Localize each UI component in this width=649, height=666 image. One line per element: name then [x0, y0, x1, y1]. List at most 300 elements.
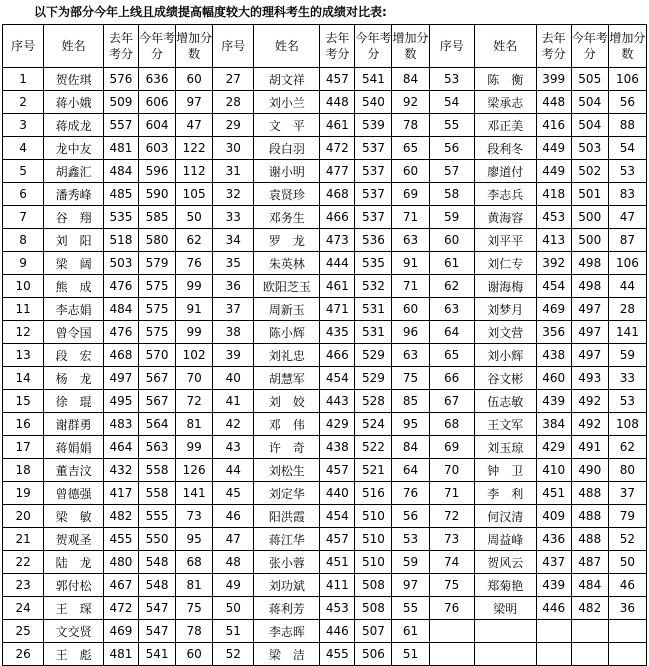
cell-this-score: 567: [138, 367, 175, 390]
cell-this-score: 482: [571, 597, 608, 620]
cell-no: 52: [213, 643, 254, 666]
cell-name: 熊 成: [44, 275, 104, 298]
cell-this-score: 505: [571, 68, 608, 91]
cell-name: 郭付松: [44, 574, 104, 597]
cell-no: 65: [429, 344, 474, 367]
cell-last-score: 468: [103, 344, 138, 367]
cell-name: 文 平: [254, 114, 320, 137]
cell-last-score: 472: [103, 597, 138, 620]
cell-increase: 68: [176, 551, 213, 574]
cell-last-score: 429: [536, 436, 571, 459]
cell-name: 刘仁专: [474, 252, 536, 275]
table-row: [3, 183, 647, 206]
cell-last-score: [536, 643, 571, 666]
cell-this-score: 547: [138, 620, 175, 643]
cell-this-score: 516: [355, 482, 392, 505]
cell-last-score: 413: [536, 229, 571, 252]
cell-this-score: 541: [355, 68, 392, 91]
cell-name: 刘小兰: [254, 91, 320, 114]
cell-increase: 53: [608, 390, 646, 413]
cell-name: 段 宏: [44, 344, 104, 367]
cell-this-score: 537: [355, 206, 392, 229]
cell-name: 谷文彬: [474, 367, 536, 390]
cell-name: 陈 衡: [474, 68, 536, 91]
cell-increase: 72: [176, 390, 213, 413]
cell-no: 75: [429, 574, 474, 597]
cell-no: 56: [429, 137, 474, 160]
cell-this-score: 504: [571, 114, 608, 137]
cell-no: 76: [429, 597, 474, 620]
cell-increase: 84: [392, 436, 429, 459]
cell-this-score: 604: [138, 114, 175, 137]
cell-name: 蒋江华: [254, 528, 320, 551]
cell-no: 15: [3, 390, 44, 413]
cell-no: 41: [213, 390, 254, 413]
score-comparison-table: [2, 24, 647, 666]
cell-increase: 56: [608, 91, 646, 114]
cell-increase: 46: [608, 574, 646, 597]
cell-increase: 78: [176, 620, 213, 643]
table-row: [3, 459, 647, 482]
cell-this-score: 488: [571, 528, 608, 551]
cell-last-score: 454: [320, 505, 355, 528]
cell-no: 51: [213, 620, 254, 643]
cell-increase: 105: [176, 183, 213, 206]
cell-this-score: 579: [138, 252, 175, 275]
cell-this-score: 510: [355, 505, 392, 528]
table-row: [3, 229, 647, 252]
cell-no: 35: [213, 252, 254, 275]
cell-increase: 99: [176, 436, 213, 459]
cell-last-score: 446: [320, 620, 355, 643]
cell-last-score: 356: [536, 321, 571, 344]
cell-no: 8: [3, 229, 44, 252]
cell-name: 周新玉: [254, 298, 320, 321]
cell-name: 刘梦月: [474, 298, 536, 321]
cell-name: 胡鑫汇: [44, 160, 104, 183]
cell-no: 4: [3, 137, 44, 160]
table-row: [3, 114, 647, 137]
cell-name: 刘文营: [474, 321, 536, 344]
cell-increase: 47: [176, 114, 213, 137]
cell-last-score: 481: [103, 643, 138, 666]
header-increase: 增加分数: [608, 25, 646, 68]
cell-no: 45: [213, 482, 254, 505]
cell-last-score: 464: [103, 436, 138, 459]
cell-this-score: 540: [355, 91, 392, 114]
cell-last-score: 435: [320, 321, 355, 344]
cell-name: 欧阳芝玉: [254, 275, 320, 298]
table-row: [3, 551, 647, 574]
header-increase: 增加分数: [392, 25, 429, 68]
cell-last-score: 455: [103, 528, 138, 551]
cell-increase: 76: [392, 482, 429, 505]
header-increase: 增加分数: [176, 25, 213, 68]
cell-last-score: 509: [103, 91, 138, 114]
cell-name: 胡慧军: [254, 367, 320, 390]
cell-this-score: 535: [355, 252, 392, 275]
cell-name: 谷 翔: [44, 206, 104, 229]
cell-this-score: [571, 643, 608, 666]
cell-increase: 95: [176, 528, 213, 551]
cell-this-score: 521: [355, 459, 392, 482]
cell-increase: 52: [608, 528, 646, 551]
cell-no: 63: [429, 298, 474, 321]
cell-last-score: 460: [536, 367, 571, 390]
cell-no: 43: [213, 436, 254, 459]
cell-no: 74: [429, 551, 474, 574]
cell-name: 蒋利芳: [254, 597, 320, 620]
cell-last-score: 473: [320, 229, 355, 252]
cell-this-score: 567: [138, 390, 175, 413]
cell-this-score: 510: [355, 551, 392, 574]
header-last-score: 去年考分: [536, 25, 571, 68]
cell-this-score: 555: [138, 505, 175, 528]
cell-name: 梁 敏: [44, 505, 104, 528]
cell-this-score: 547: [138, 597, 175, 620]
cell-last-score: 457: [320, 68, 355, 91]
cell-this-score: 563: [138, 436, 175, 459]
cell-name: 梁 阔: [44, 252, 104, 275]
cell-increase: 65: [392, 137, 429, 160]
cell-last-score: 439: [536, 390, 571, 413]
cell-name: 刘平平: [474, 229, 536, 252]
table-row: [3, 206, 647, 229]
cell-last-score: 429: [320, 413, 355, 436]
cell-increase: 44: [608, 275, 646, 298]
cell-increase: 51: [392, 643, 429, 666]
header-no: 序号: [429, 25, 474, 68]
cell-increase: 36: [608, 597, 646, 620]
table-row: [3, 482, 647, 505]
cell-no: [429, 620, 474, 643]
cell-increase: 83: [608, 183, 646, 206]
cell-increase: 141: [608, 321, 646, 344]
cell-increase: 62: [176, 229, 213, 252]
cell-last-score: 497: [103, 367, 138, 390]
cell-this-score: 532: [355, 275, 392, 298]
cell-no: 20: [3, 505, 44, 528]
cell-this-score: 488: [571, 482, 608, 505]
cell-increase: 79: [608, 505, 646, 528]
cell-no: 46: [213, 505, 254, 528]
cell-this-score: 493: [571, 367, 608, 390]
cell-last-score: 461: [320, 275, 355, 298]
cell-last-score: 484: [103, 160, 138, 183]
cell-increase: [608, 620, 646, 643]
cell-last-score: 448: [320, 91, 355, 114]
cell-no: 42: [213, 413, 254, 436]
table-row: [3, 620, 647, 643]
cell-increase: 54: [608, 137, 646, 160]
cell-last-score: 535: [103, 206, 138, 229]
cell-name: 陈小辉: [254, 321, 320, 344]
table-row: [3, 298, 647, 321]
cell-increase: 47: [608, 206, 646, 229]
cell-name: 袁贤珍: [254, 183, 320, 206]
cell-this-score: 596: [138, 160, 175, 183]
cell-last-score: 444: [320, 252, 355, 275]
cell-name: 谢群勇: [44, 413, 104, 436]
table-row: [3, 413, 647, 436]
cell-this-score: 503: [571, 137, 608, 160]
cell-name: 曾德强: [44, 482, 104, 505]
cell-increase: 76: [176, 252, 213, 275]
cell-name: 黄海容: [474, 206, 536, 229]
cell-this-score: 500: [571, 206, 608, 229]
cell-name: 郑菊艳: [474, 574, 536, 597]
cell-last-score: 438: [320, 436, 355, 459]
table-row: [3, 252, 647, 275]
cell-no: 17: [3, 436, 44, 459]
cell-increase: 81: [176, 574, 213, 597]
cell-increase: 97: [176, 91, 213, 114]
cell-this-score: 507: [355, 620, 392, 643]
cell-increase: 108: [608, 413, 646, 436]
cell-increase: 62: [608, 436, 646, 459]
cell-last-score: 477: [320, 160, 355, 183]
cell-this-score: 580: [138, 229, 175, 252]
cell-name: 梁 洁: [254, 643, 320, 666]
cell-increase: 50: [608, 551, 646, 574]
cell-increase: 112: [176, 160, 213, 183]
cell-name: 李志娟: [44, 298, 104, 321]
cell-last-score: 392: [536, 252, 571, 275]
cell-last-score: 449: [536, 160, 571, 183]
cell-last-score: 476: [103, 275, 138, 298]
cell-this-score: 502: [571, 160, 608, 183]
cell-this-score: 522: [355, 436, 392, 459]
cell-last-score: 440: [320, 482, 355, 505]
cell-increase: 88: [608, 114, 646, 137]
cell-last-score: 453: [320, 597, 355, 620]
cell-name: 李 利: [474, 482, 536, 505]
cell-no: 58: [429, 183, 474, 206]
cell-increase: 99: [176, 321, 213, 344]
cell-last-score: 451: [320, 551, 355, 574]
cell-increase: 87: [608, 229, 646, 252]
cell-this-score: 524: [355, 413, 392, 436]
cell-last-score: 461: [320, 114, 355, 137]
cell-no: 22: [3, 551, 44, 574]
cell-name: 王 彪: [44, 643, 104, 666]
cell-this-score: 506: [355, 643, 392, 666]
cell-last-score: 495: [103, 390, 138, 413]
cell-increase: 141: [176, 482, 213, 505]
cell-no: 28: [213, 91, 254, 114]
cell-this-score: 529: [355, 344, 392, 367]
cell-last-score: 466: [320, 344, 355, 367]
cell-last-score: 451: [536, 482, 571, 505]
cell-this-score: 491: [571, 436, 608, 459]
cell-increase: 28: [608, 298, 646, 321]
cell-increase: 53: [608, 160, 646, 183]
cell-no: 60: [429, 229, 474, 252]
header-this-score: 今年考分: [138, 25, 175, 68]
cell-no: 59: [429, 206, 474, 229]
cell-name: 朱英林: [254, 252, 320, 275]
cell-increase: 84: [392, 68, 429, 91]
cell-no: 68: [429, 413, 474, 436]
cell-last-score: 557: [103, 114, 138, 137]
cell-increase: 92: [392, 91, 429, 114]
header-no: 序号: [3, 25, 44, 68]
cell-name: 段白羽: [254, 137, 320, 160]
cell-increase: 33: [608, 367, 646, 390]
cell-name: 蒋成龙: [44, 114, 104, 137]
cell-name: 胡文祥: [254, 68, 320, 91]
cell-no: 34: [213, 229, 254, 252]
cell-name: 刘定华: [254, 482, 320, 505]
cell-no: 9: [3, 252, 44, 275]
cell-no: 54: [429, 91, 474, 114]
cell-name: 何汉清: [474, 505, 536, 528]
cell-name: 贺佐琪: [44, 68, 104, 91]
cell-last-score: 416: [536, 114, 571, 137]
cell-increase: 102: [176, 344, 213, 367]
cell-last-score: 576: [103, 68, 138, 91]
cell-name: 贺风云: [474, 551, 536, 574]
cell-increase: 80: [608, 459, 646, 482]
cell-last-score: 449: [536, 137, 571, 160]
cell-last-score: 438: [536, 344, 571, 367]
cell-no: 3: [3, 114, 44, 137]
cell-this-score: 558: [138, 482, 175, 505]
cell-name: 刘松生: [254, 459, 320, 482]
cell-this-score: 500: [571, 229, 608, 252]
cell-name: 刘 阳: [44, 229, 104, 252]
cell-no: 48: [213, 551, 254, 574]
cell-increase: 60: [176, 68, 213, 91]
cell-name: 刘玉琼: [474, 436, 536, 459]
cell-no: 27: [213, 68, 254, 91]
cell-last-score: 418: [536, 183, 571, 206]
cell-this-score: [571, 620, 608, 643]
cell-last-score: 518: [103, 229, 138, 252]
cell-this-score: 498: [571, 252, 608, 275]
cell-this-score: 558: [138, 459, 175, 482]
cell-this-score: 508: [355, 597, 392, 620]
cell-this-score: 548: [138, 574, 175, 597]
table-row: [3, 390, 647, 413]
table-row: [3, 68, 647, 91]
header-row: [3, 25, 647, 68]
cell-increase: 61: [392, 620, 429, 643]
cell-increase: 106: [608, 68, 646, 91]
cell-this-score: 575: [138, 298, 175, 321]
cell-last-score: 454: [536, 275, 571, 298]
cell-this-score: 531: [355, 321, 392, 344]
cell-no: 32: [213, 183, 254, 206]
cell-this-score: 487: [571, 551, 608, 574]
table-body: [3, 68, 647, 666]
cell-name: 李志晖: [254, 620, 320, 643]
cell-last-score: 471: [320, 298, 355, 321]
cell-name: 谢海梅: [474, 275, 536, 298]
cell-increase: 91: [176, 298, 213, 321]
header-this-score: 今年考分: [571, 25, 608, 68]
cell-no: [429, 643, 474, 666]
cell-no: 36: [213, 275, 254, 298]
cell-this-score: 636: [138, 68, 175, 91]
table-row: [3, 436, 647, 459]
cell-increase: 55: [392, 597, 429, 620]
cell-name: 刘功斌: [254, 574, 320, 597]
cell-last-score: 481: [103, 137, 138, 160]
cell-last-score: 482: [103, 505, 138, 528]
cell-name: 邓 伟: [254, 413, 320, 436]
cell-last-score: 466: [320, 206, 355, 229]
cell-name: 徐 琨: [44, 390, 104, 413]
cell-this-score: 536: [355, 229, 392, 252]
table-row: [3, 137, 647, 160]
cell-no: 1: [3, 68, 44, 91]
cell-increase: 56: [392, 505, 429, 528]
cell-name: 刘 姣: [254, 390, 320, 413]
cell-increase: 59: [608, 344, 646, 367]
cell-last-score: [536, 620, 571, 643]
cell-last-score: 483: [103, 413, 138, 436]
cell-increase: 97: [392, 574, 429, 597]
cell-name: 梁承志: [474, 91, 536, 114]
cell-name: [474, 620, 536, 643]
cell-no: 33: [213, 206, 254, 229]
cell-name: 龙中友: [44, 137, 104, 160]
table-row: [3, 160, 647, 183]
cell-this-score: 497: [571, 344, 608, 367]
cell-increase: 60: [392, 160, 429, 183]
cell-no: 49: [213, 574, 254, 597]
cell-name: 段利冬: [474, 137, 536, 160]
cell-increase: 95: [392, 413, 429, 436]
cell-this-score: 484: [571, 574, 608, 597]
cell-increase: 53: [392, 528, 429, 551]
table-row: [3, 91, 647, 114]
cell-this-score: 603: [138, 137, 175, 160]
cell-this-score: 504: [571, 91, 608, 114]
cell-this-score: 529: [355, 367, 392, 390]
cell-this-score: 548: [138, 551, 175, 574]
cell-no: 71: [429, 482, 474, 505]
cell-this-score: 492: [571, 413, 608, 436]
cell-increase: 75: [176, 597, 213, 620]
cell-no: 72: [429, 505, 474, 528]
table-row: [3, 321, 647, 344]
cell-no: 19: [3, 482, 44, 505]
cell-no: 6: [3, 183, 44, 206]
cell-no: 23: [3, 574, 44, 597]
cell-name: 蒋小娥: [44, 91, 104, 114]
cell-increase: 81: [176, 413, 213, 436]
cell-last-score: 410: [536, 459, 571, 482]
cell-this-score: 498: [571, 275, 608, 298]
cell-last-score: 457: [320, 459, 355, 482]
cell-no: 57: [429, 160, 474, 183]
cell-no: 11: [3, 298, 44, 321]
cell-last-score: 443: [320, 390, 355, 413]
cell-increase: 71: [392, 206, 429, 229]
cell-no: 44: [213, 459, 254, 482]
cell-this-score: 492: [571, 390, 608, 413]
cell-last-score: 467: [103, 574, 138, 597]
cell-no: 18: [3, 459, 44, 482]
cell-name: 伍志敏: [474, 390, 536, 413]
cell-increase: 69: [392, 183, 429, 206]
cell-no: 25: [3, 620, 44, 643]
cell-last-score: 439: [536, 574, 571, 597]
cell-this-score: 501: [571, 183, 608, 206]
cell-this-score: 606: [138, 91, 175, 114]
